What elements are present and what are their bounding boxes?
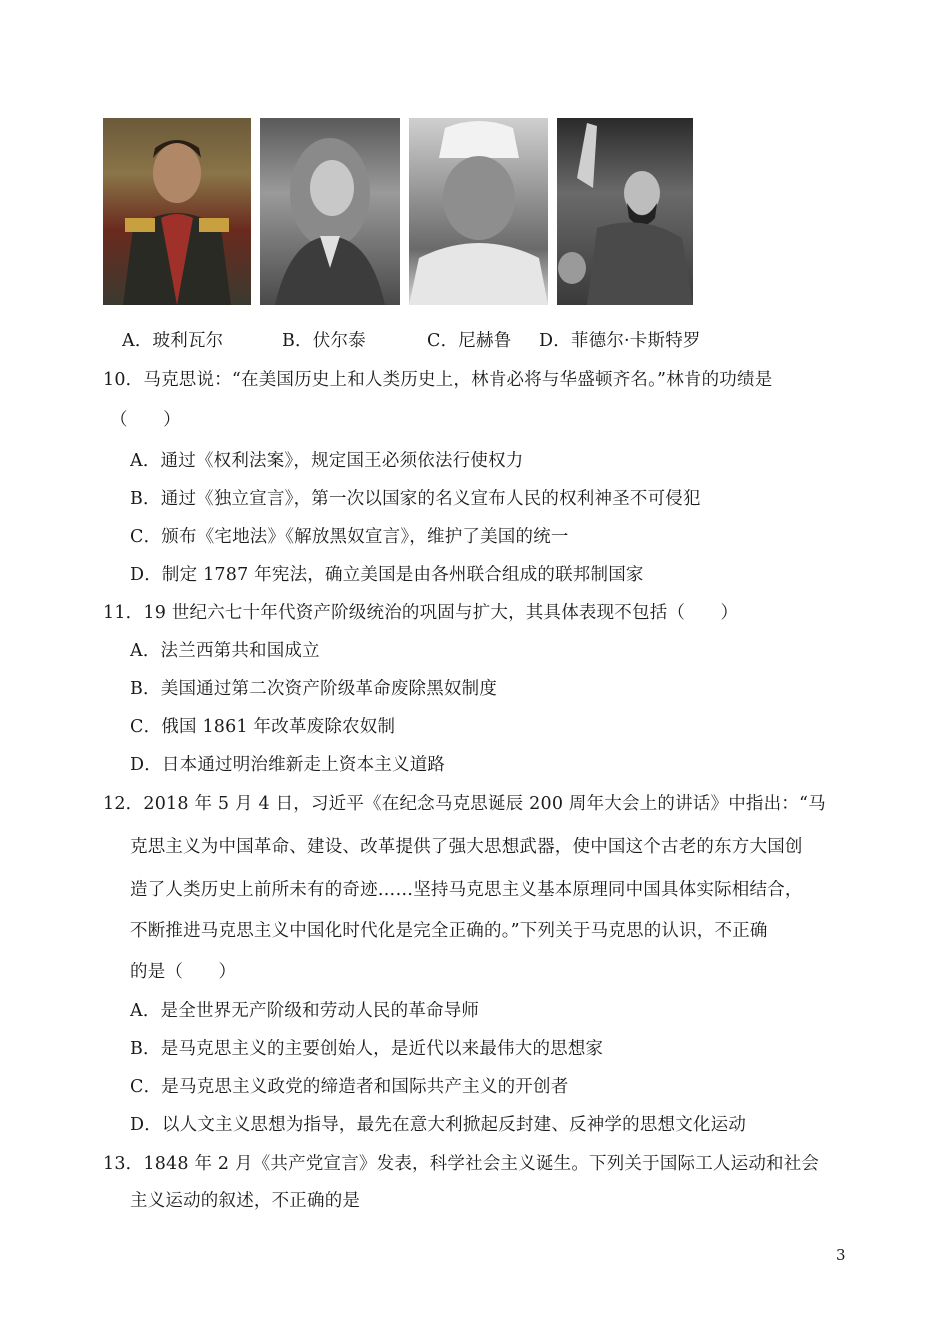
q10-option-d: D．制定 1787 年宪法，确立美国是由各州联合组成的联邦制国家 xyxy=(130,565,644,585)
q12-option-b: B．是马克思主义的主要创始人，是近代以来最伟大的思想家 xyxy=(130,1039,604,1059)
q9-option-c: C．尼赫鲁 xyxy=(427,331,512,351)
q9-options-row xyxy=(122,327,701,352)
portrait-voltaire-image xyxy=(260,118,400,305)
q13-stem-line1: 13．1848 年 2 月《共产党宣言》发表，科学社会主义诞生。下列关于国际工人运动和社会 xyxy=(103,1154,820,1174)
q9-option-a: A．玻利瓦尔 xyxy=(122,331,224,351)
q10-stem-line2: （ ） xyxy=(110,410,181,430)
q10-option-a: A．通过《权利法案》，规定国王必须依法行使权力 xyxy=(130,451,524,471)
page-number: 3 xyxy=(836,1246,846,1264)
q12-option-d: D．以人文主义思想为指导，最先在意大利掀起反封建、反神学的思想文化运动 xyxy=(130,1115,747,1135)
q12-stem-line5: 的是（ ） xyxy=(130,962,237,982)
q11-option-d: D．日本通过明治维新走上资本主义道路 xyxy=(130,755,446,775)
q11-option-c: C．俄国 1861 年改革废除农奴制 xyxy=(130,717,396,737)
q12-option-a: A．是全世界无产阶级和劳动人民的革命导师 xyxy=(130,1001,480,1021)
q13-stem-line2: 主义运动的叙述，不正确的是 xyxy=(130,1191,361,1211)
q10-stem-line1: 10．马克思说：“在美国历史上和人类历史上，林肯必将与华盛顿齐名。”林肯的功绩是 xyxy=(103,370,773,390)
q11-option-b: B．美国通过第二次资产阶级革命废除黑奴制度 xyxy=(130,679,498,699)
portrait-bolivar-image xyxy=(103,118,251,305)
q12-stem-line4: 不断推进马克思主义中国化时代化是完全正确的。”下列关于马克思的认识，不正确 xyxy=(130,921,768,941)
q9-option-d: D．菲德尔·卡斯特罗 xyxy=(539,331,701,351)
q12-stem-line2: 克思主义为中国革命、建设、改革提供了强大思想武器，使中国这个古老的东方大国创 xyxy=(130,837,803,857)
q12-stem-line1: 12．2018 年 5 月 4 日，习近平《在纪念马克思诞辰 200 周年大会上的讲话》中指出：“马 xyxy=(103,794,826,814)
portrait-castro-image xyxy=(557,118,693,305)
q11-stem: 11．19 世纪六七十年代资产阶级统治的巩固与扩大，其具体表现不包括（ ） xyxy=(103,603,739,623)
q10-option-c: C．颁布《宅地法》《解放黑奴宣言》，维护了美国的统一 xyxy=(130,527,569,547)
q9-option-b: B．伏尔泰 xyxy=(282,331,366,351)
q10-option-b: B．通过《独立宣言》，第一次以国家的名义宣布人民的权利神圣不可侵犯 xyxy=(130,489,701,509)
portrait-nehru-image xyxy=(409,118,548,305)
q12-option-c: C．是马克思主义政党的缔造者和国际共产主义的开创者 xyxy=(130,1077,569,1097)
q11-option-a: A．法兰西第共和国成立 xyxy=(130,641,320,661)
q12-stem-line3: 造了人类历史上前所未有的奇迹……坚持马克思主义基本原理同中国具体实际相结合， xyxy=(130,880,803,900)
